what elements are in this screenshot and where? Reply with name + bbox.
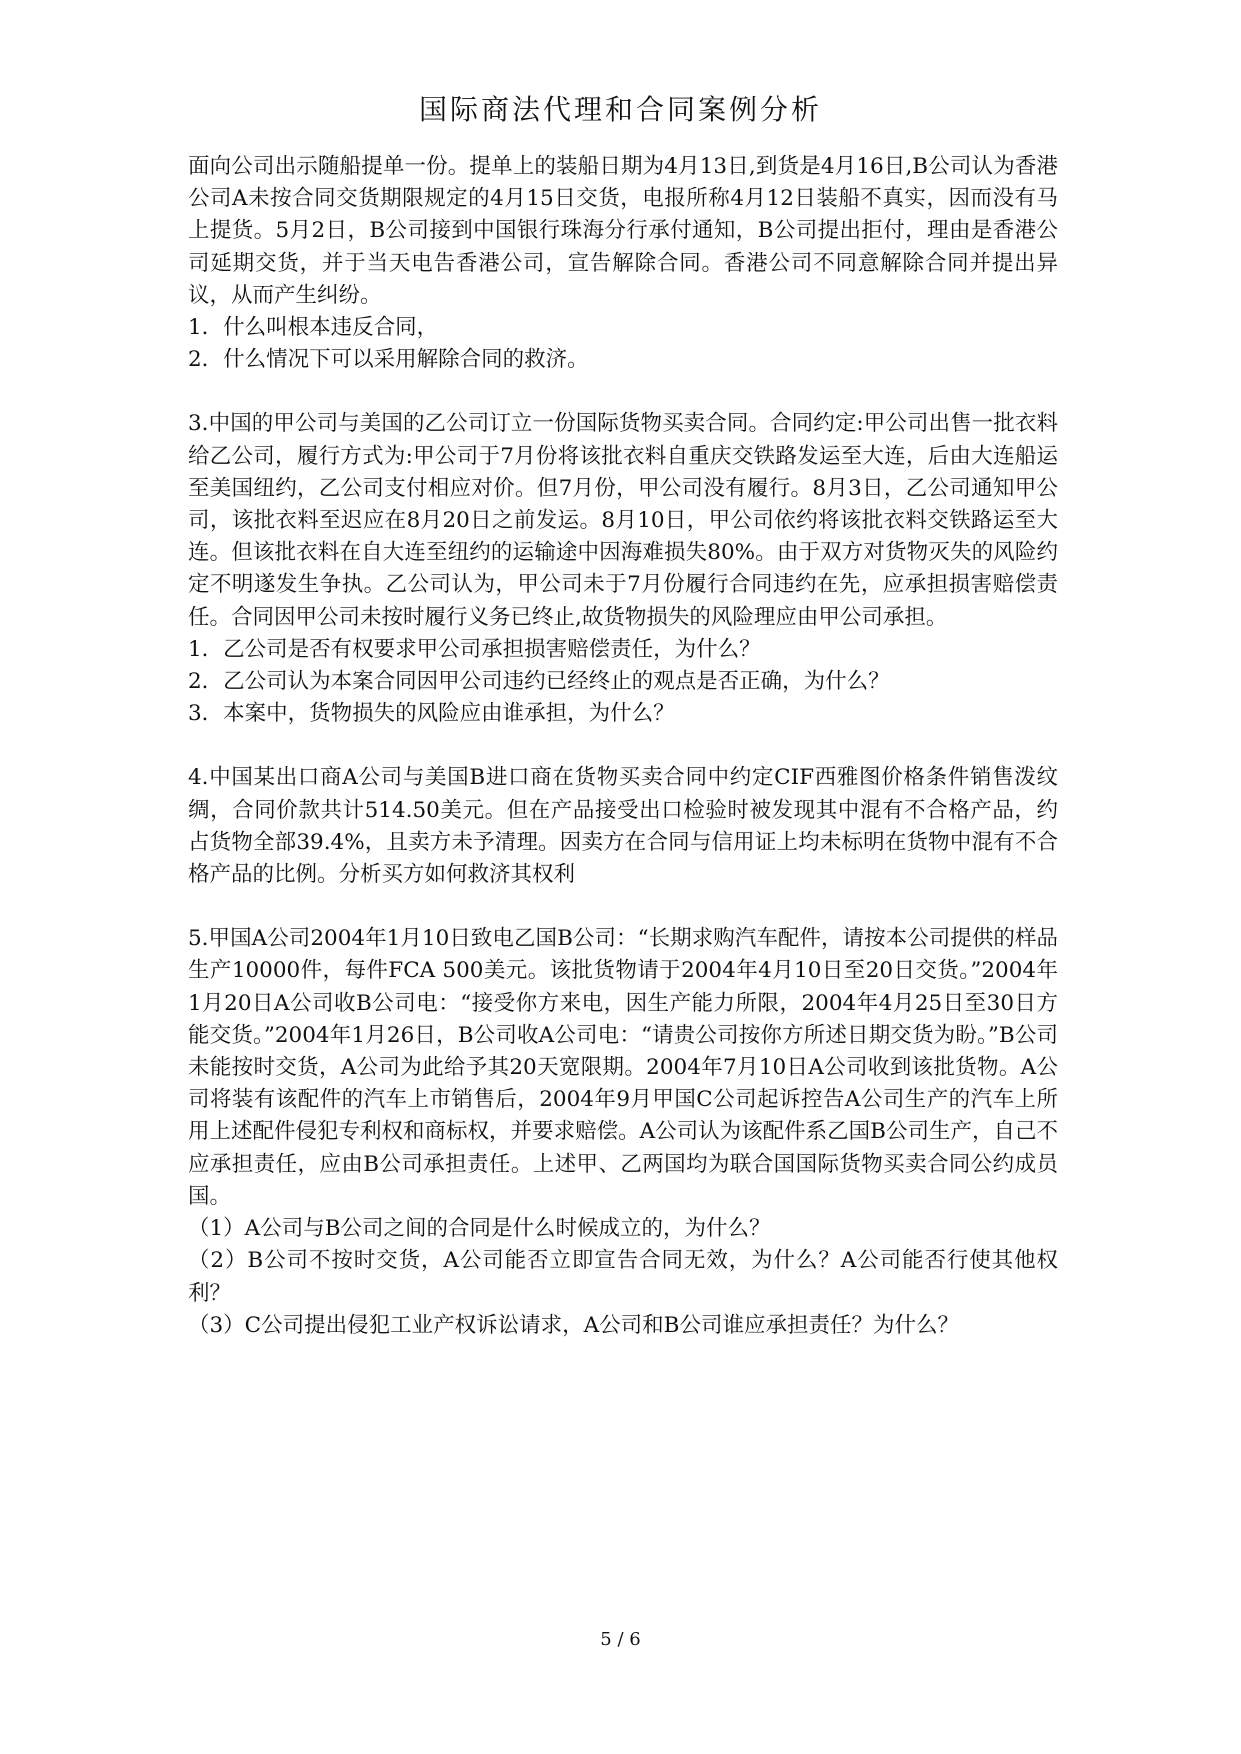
question-item: 3．本案中，货物损失的风险应由谁承担，为什么？ [188, 701, 675, 727]
question-item: （2）B公司不按时交货，A公司能否立即宣告合同无效，为什么？A公司能否行使其他权利？ [188, 1248, 1058, 1306]
question-item: 1．乙公司是否有权要求甲公司承担损害赔偿责任，为什么？ [188, 636, 761, 662]
question-item: 1．什么叫根本违反合同， [188, 315, 439, 341]
case-paragraph: 3.中国的甲公司与美国的乙公司订立一份国际货物买卖合同。合同约定:甲公司出售一批衣料给乙公司，履行方式为:甲公司于7月份将该批衣料自重庆交铁路发运至大连，后由大连船运至美国纽约，乙公司支付相应对价。但7月份，甲公司没有履行。8月3日，乙公司通知甲公司，该批衣料至迟应在8月20日之前发运。8月10日，甲公司依约将该批衣料交铁路运至大连。但该批衣料在自大连至纽约的运输途中因海难损失80%。由于双方对货物灭失的风险约定不明遂发生争执。乙公司认为，甲公司未于7月份履行合同违约在先，应承担损害赔偿责任。合同因甲公司未按时履行义务已终止,故货物损失的风险理应由甲公司承担。 [188, 411, 1058, 630]
case-paragraph: 4.中国某出口商A公司与美国B进口商在货物买卖合同中约定CIF西雅图价格条件销售泼纹绸，合同价款共计514.50美元。但在产品接受出口检验时被发现其中混有不合格产品，约占货物全部39.4%，且卖方未予清理。因卖方在合同与信用证上均未标明在货物中混有不合格产品的比例。分析买方如何救济其权利 [188, 765, 1058, 888]
case-paragraph: 面向公司出示随船提单一份。提单上的装船日期为4月13日,到货是4月16日,B公司认为香港公司A未按合同交货期限规定的4月15日交货，电报所称4月12日装船不真实，因而没有马上提货。5月2日，B公司接到中国银行珠海分行承付通知，B公司提出拒付，理由是香港公司延期交货，并于当天电告香港公司，宣告解除合同。香港公司不同意解除合同并提出异议，从而产生纠纷。 [188, 154, 1058, 308]
question-item: 2．什么情况下可以采用解除合同的救济。 [188, 347, 589, 373]
page-title: 国际商法代理和合同案例分析 [418, 93, 822, 126]
question-item: 2．乙公司认为本案合同因甲公司违约已经终止的观点是否正确，为什么？ [188, 669, 890, 695]
section-gap [188, 730, 1058, 762]
section-gap [188, 376, 1058, 408]
section-gap [188, 891, 1058, 923]
case-paragraph: 5.甲国A公司2004年1月10日致电乙国B公司：“长期求购汽车配件，请按本公司提供的样品生产10000件，每件FCA 500美元。该批货物请于2004年4月10日至20日交货。”2004年1月20日A公司收B公司电：“接受你方来电，因生产能力所限，2004年4月25日至30日方能交货。”2004年1月26日，B公司收A公司电：“请贵公司按你方所述日期交货为盼。”B公司未能按时交货，A公司为此给予其20天宽限期。2004年7月10日A公司收到该批货物。A公司将装有该配件的汽车上市销售后，2004年9月甲国C公司起诉控告A公司生产的汽车上所用上述配件侵犯专利权和商标权，并要求赔偿。A公司认为该配件系乙国B公司生产，自己不应承担责任，应由B公司承担责任。上述甲、乙两国均为联合国国际货物买卖合同公约成员国。 [188, 926, 1058, 1209]
page-number: 5 / 6 [600, 1629, 641, 1650]
document-body [188, 151, 1058, 1342]
question-item: （3）C公司提出侵犯工业产权诉讼请求，A公司和B公司谁应承担责任？为什么？ [188, 1312, 959, 1338]
question-item: （1）A公司与B公司之间的合同是什么时候成立的，为什么？ [188, 1216, 771, 1242]
